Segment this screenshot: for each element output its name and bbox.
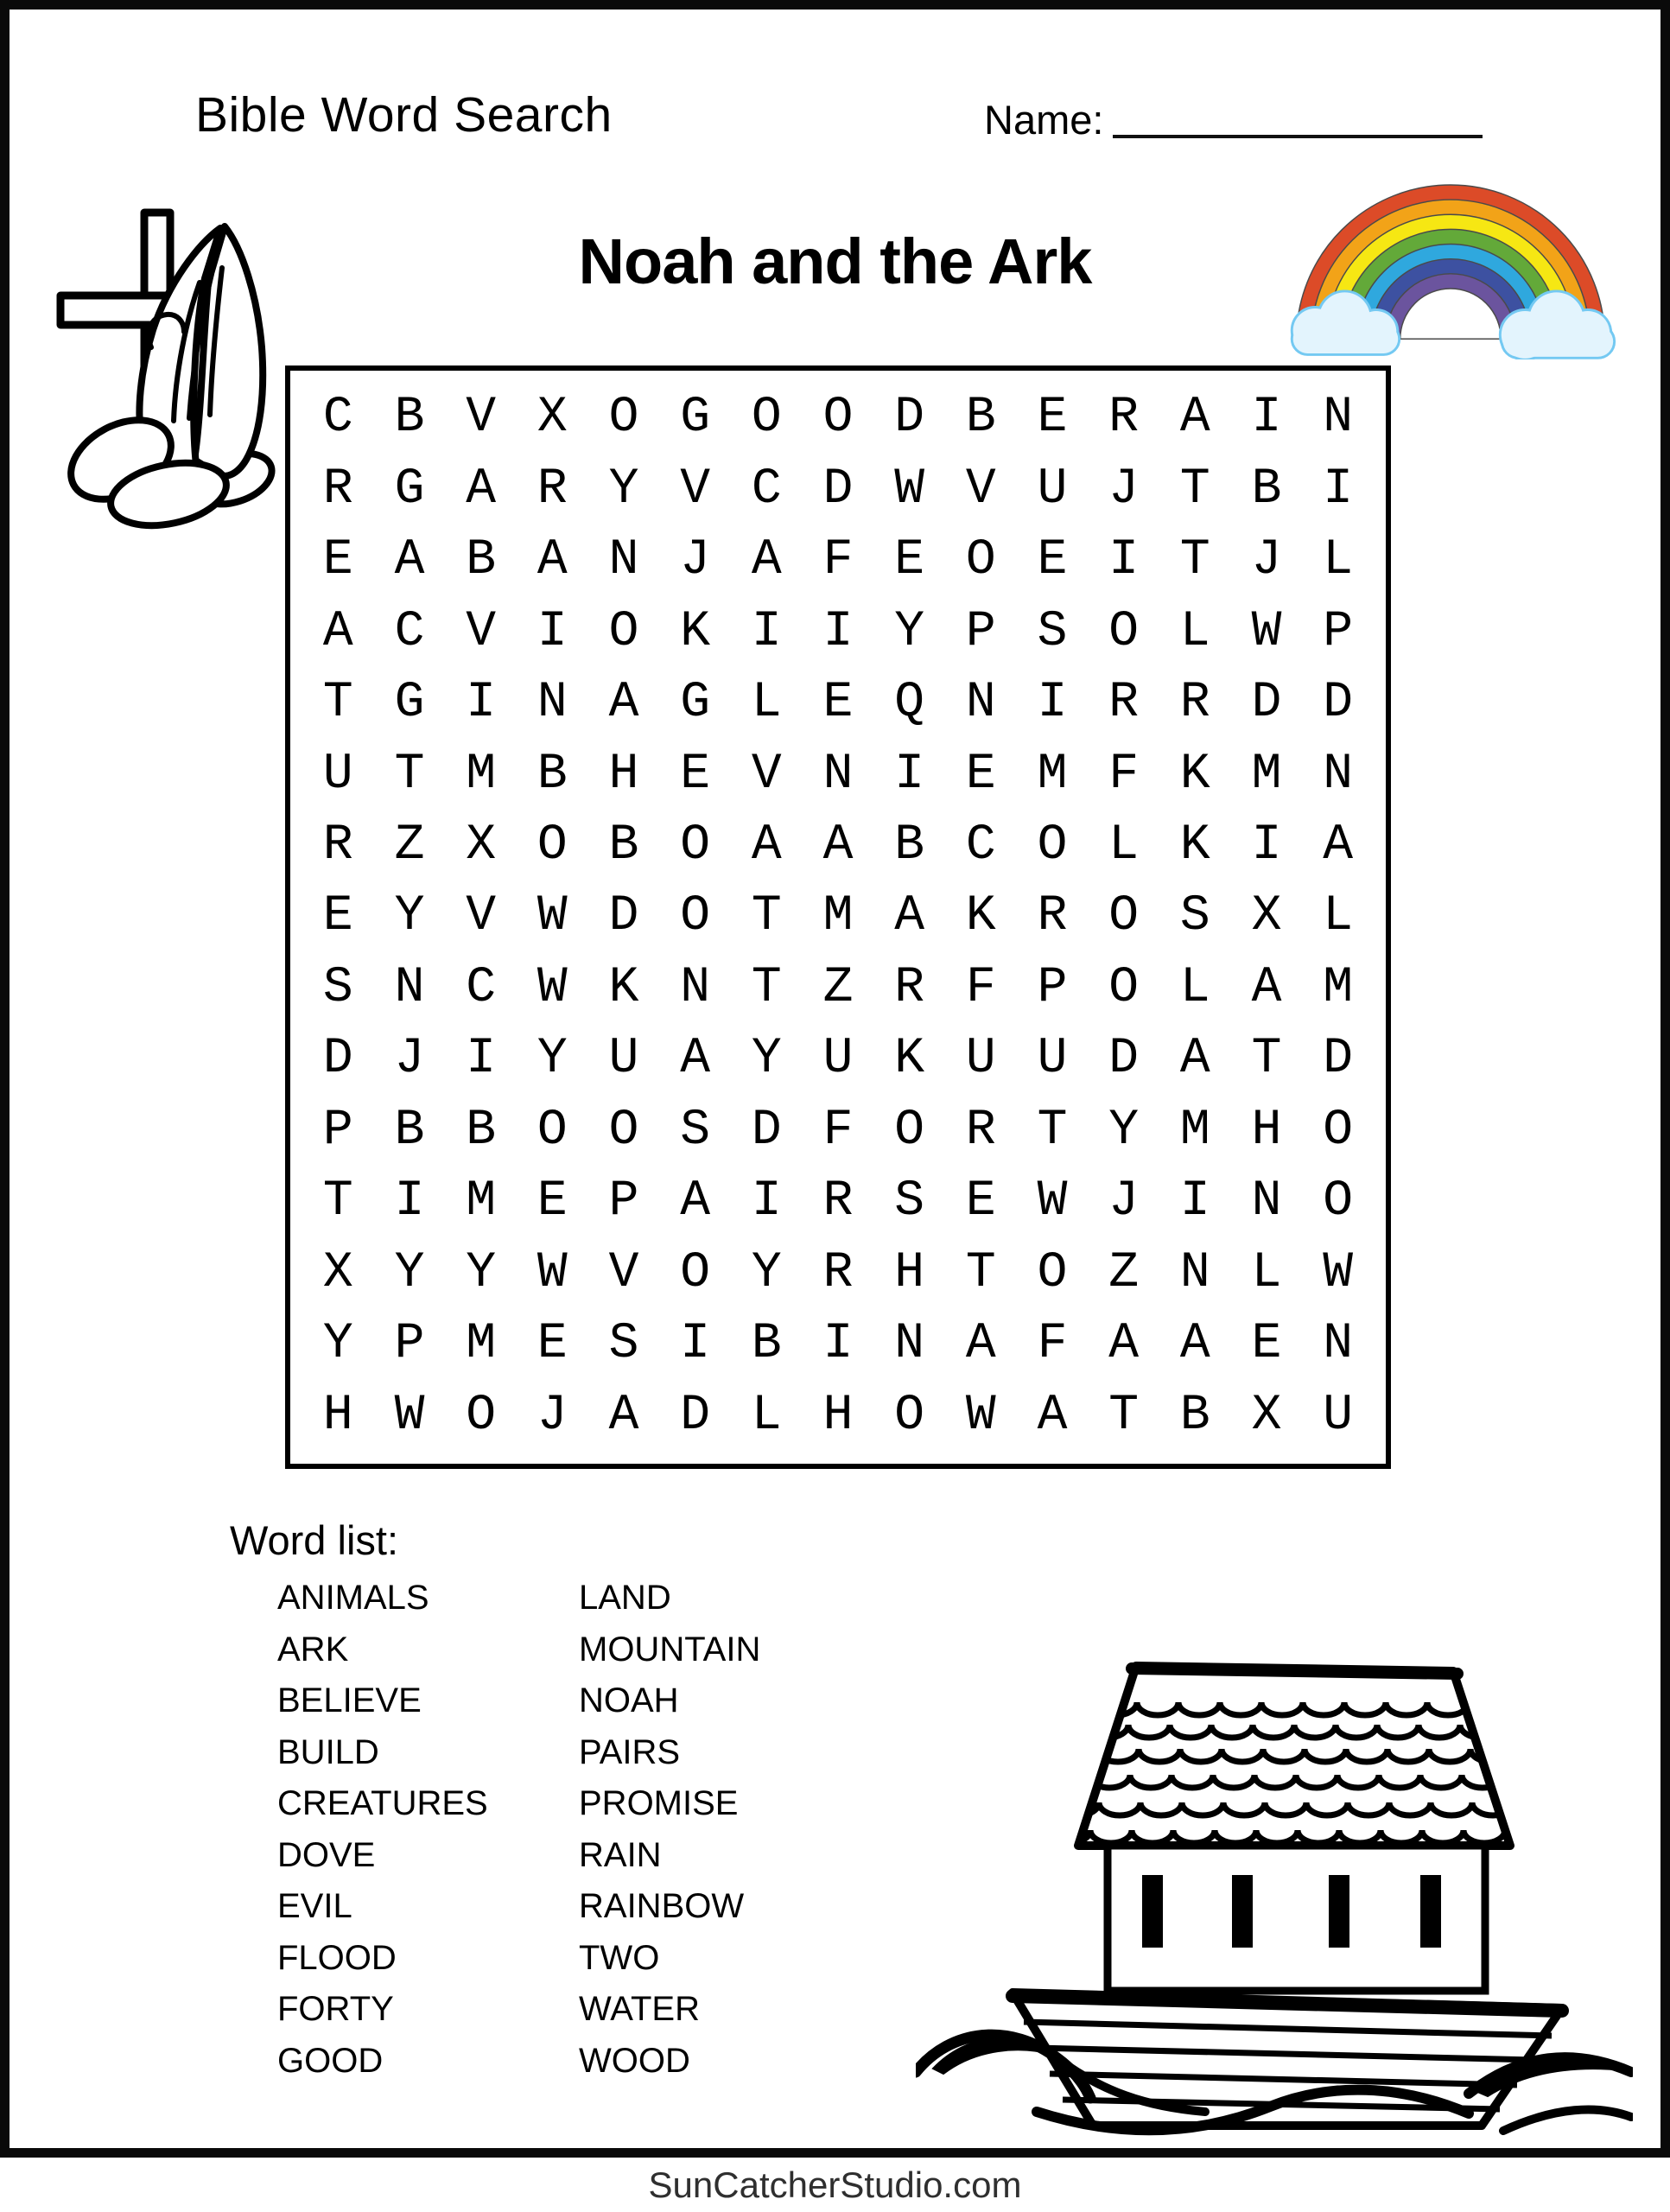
grid-cell[interactable]: E <box>322 532 353 589</box>
grid-cell[interactable]: D <box>1323 1031 1354 1088</box>
grid-cell[interactable]: T <box>1037 1102 1068 1159</box>
grid-cell[interactable]: C <box>322 390 353 447</box>
word-list-item: CREATURES <box>277 1784 488 1822</box>
grid-cell[interactable]: T <box>1179 532 1210 589</box>
grid-cell[interactable]: A <box>1037 1387 1068 1444</box>
name-label: Name: <box>984 97 1104 143</box>
grid-cell[interactable]: M <box>822 888 854 945</box>
grid-cell[interactable]: Y <box>894 603 925 660</box>
grid-cell[interactable]: C <box>466 959 497 1016</box>
grid-cell[interactable]: O <box>537 1102 568 1159</box>
grid-cell[interactable]: V <box>466 888 497 945</box>
grid-cell[interactable]: M <box>466 746 497 803</box>
grid-cell[interactable]: K <box>1179 746 1210 803</box>
roof-ridge <box>1132 1669 1457 1674</box>
word-list-item: WOOD <box>579 2041 690 2080</box>
grid-cell[interactable]: A <box>322 603 353 660</box>
grid-cell[interactable]: L <box>1179 959 1210 1016</box>
grid-cell[interactable]: J <box>394 1031 425 1088</box>
grid-cell[interactable]: M <box>1179 1102 1210 1159</box>
grid-cell[interactable]: E <box>1037 532 1068 589</box>
grid-cell[interactable]: T <box>965 1244 996 1301</box>
grid-cell[interactable]: O <box>1323 1173 1354 1230</box>
grid-cell[interactable]: Y <box>466 1244 497 1301</box>
grid-cell[interactable]: O <box>1037 1244 1068 1301</box>
word-list-item: RAINBOW <box>579 1887 745 1925</box>
grid-cell[interactable]: V <box>608 1244 639 1301</box>
grid-cell[interactable]: A <box>894 888 925 945</box>
grid-cell[interactable]: F <box>965 959 996 1016</box>
grid-cell[interactable]: P <box>322 1102 353 1159</box>
word-list-item: RAIN <box>579 1835 662 1874</box>
grid-cell[interactable]: N <box>608 532 639 589</box>
grid-cell[interactable]: F <box>1037 1316 1068 1373</box>
word-list-column-2 <box>579 1573 873 2087</box>
grid-cell[interactable]: U <box>822 1031 854 1088</box>
word-list-item: LAND <box>579 1579 671 1617</box>
noahs-ark-icon <box>916 1623 1633 2141</box>
grid-cell[interactable]: E <box>822 675 854 732</box>
grid-cell[interactable]: B <box>537 746 568 803</box>
grid-cell[interactable]: O <box>1108 959 1140 1016</box>
grid-cell[interactable]: M <box>1251 746 1282 803</box>
grid-cell[interactable]: D <box>1251 675 1282 732</box>
grid-cell[interactable]: S <box>608 1316 639 1373</box>
grid-cell[interactable]: B <box>466 1102 497 1159</box>
grid-cell[interactable]: H <box>822 1387 854 1444</box>
grid-cell[interactable]: D <box>608 888 639 945</box>
grid-cell[interactable]: O <box>894 1102 925 1159</box>
grid-cell[interactable]: W <box>1037 1173 1068 1230</box>
grid-cell[interactable]: J <box>1251 532 1282 589</box>
grid-cell[interactable]: N <box>1323 746 1354 803</box>
grid-cell[interactable]: A <box>1179 390 1210 447</box>
grid-cell[interactable]: Z <box>394 817 425 874</box>
grid-cell[interactable]: S <box>1179 888 1210 945</box>
grid-cell[interactable]: R <box>822 1173 854 1230</box>
grid-cell[interactable]: N <box>1323 390 1354 447</box>
word-list-item: ARK <box>277 1630 349 1669</box>
grid-cell[interactable]: G <box>394 461 425 518</box>
grid-cell[interactable]: A <box>1323 817 1354 874</box>
grid-cell[interactable]: V <box>965 461 996 518</box>
grid-cell[interactable]: D <box>1108 1031 1140 1088</box>
grid-cell[interactable]: V <box>466 603 497 660</box>
grid-cell[interactable]: L <box>1323 532 1354 589</box>
grid-cell[interactable]: P <box>394 1316 425 1373</box>
word-list-item: DOVE <box>277 1835 376 1874</box>
rainbow-icon <box>1281 173 1620 359</box>
grid-cell[interactable]: H <box>322 1387 353 1444</box>
grid-cell[interactable]: A <box>965 1316 996 1373</box>
grid-cell[interactable]: C <box>965 817 996 874</box>
grid-cell[interactable]: O <box>894 1387 925 1444</box>
grid-cell[interactable]: B <box>394 1102 425 1159</box>
grid-cell[interactable]: B <box>965 390 996 447</box>
grid-cell[interactable]: T <box>1251 1031 1282 1088</box>
word-list-item: PAIRS <box>579 1732 681 1771</box>
grid-cell[interactable]: R <box>322 461 353 518</box>
word-list-item: GOOD <box>277 2041 384 2080</box>
grid-cell[interactable]: H <box>894 1244 925 1301</box>
word-list-label: Word list: <box>230 1517 398 1563</box>
footer-site-credit: SunCatcherStudio.com <box>648 2164 1022 2205</box>
page-title: Bible Word Search <box>195 87 613 143</box>
grid-cell[interactable]: T <box>322 675 353 732</box>
grid-cell[interactable]: W <box>537 1244 568 1301</box>
grid-cell[interactable]: N <box>1323 1316 1354 1373</box>
grid-cell[interactable]: E <box>965 746 996 803</box>
grid-cell[interactable]: R <box>1108 675 1140 732</box>
grid-cell[interactable]: P <box>1037 959 1068 1016</box>
grid-cell[interactable]: N <box>394 959 425 1016</box>
grid-cell[interactable]: B <box>1251 461 1282 518</box>
grid-cell[interactable]: O <box>1037 817 1068 874</box>
grid-cell[interactable]: L <box>1251 1244 1282 1301</box>
grid-cell[interactable]: E <box>680 746 711 803</box>
grid-cell[interactable]: G <box>394 675 425 732</box>
grid-cell[interactable]: A <box>1179 1031 1210 1088</box>
grid-cell[interactable]: M <box>1037 746 1068 803</box>
grid-cell[interactable]: Y <box>322 1316 353 1373</box>
word-list-item: TWO <box>579 1938 660 1977</box>
grid-cell[interactable]: F <box>1108 746 1140 803</box>
word-list-item: BELIEVE <box>277 1681 422 1719</box>
word-list-item: ANIMALS <box>277 1579 429 1617</box>
grid-cell[interactable]: R <box>1179 675 1210 732</box>
grid-cell[interactable]: H <box>1251 1102 1282 1159</box>
grid-cell[interactable]: V <box>680 461 711 518</box>
grid-cell[interactable]: Q <box>894 675 925 732</box>
grid-cell[interactable]: I <box>394 1173 425 1230</box>
grid-cell[interactable]: I <box>894 746 925 803</box>
word-list-item: EVIL <box>277 1887 352 1925</box>
grid-cell[interactable]: K <box>680 603 711 660</box>
grid-cell[interactable]: A <box>1179 1316 1210 1373</box>
grid-cell[interactable]: B <box>1179 1387 1210 1444</box>
grid-cell[interactable]: R <box>822 1244 854 1301</box>
grid-cell[interactable]: N <box>965 675 996 732</box>
grid-cell[interactable]: O <box>608 390 639 447</box>
name-input-line[interactable] <box>1113 135 1483 138</box>
grid-cell[interactable]: O <box>751 390 782 447</box>
grid-cell[interactable]: X <box>1251 1387 1282 1444</box>
grid-cell[interactable]: O <box>680 888 711 945</box>
grid-cell[interactable]: L <box>751 675 782 732</box>
grid-cell[interactable]: I <box>1108 532 1140 589</box>
grid-cell[interactable]: E <box>894 532 925 589</box>
grid-cell[interactable]: U <box>608 1031 639 1088</box>
grid-cell[interactable]: F <box>822 532 854 589</box>
grid-cell[interactable]: V <box>466 390 497 447</box>
grid-cell[interactable]: W <box>537 888 568 945</box>
word-list-item: WATER <box>579 1990 700 2028</box>
grid-cell[interactable]: N <box>680 959 711 1016</box>
grid-cell[interactable]: K <box>965 888 996 945</box>
grid-cell[interactable]: I <box>1251 390 1282 447</box>
grid-cell[interactable]: O <box>608 1102 639 1159</box>
grid-cell[interactable]: T <box>322 1173 353 1230</box>
grid-cell[interactable]: X <box>322 1244 353 1301</box>
grid-cell[interactable]: O <box>680 817 711 874</box>
grid-cell[interactable]: I <box>751 603 782 660</box>
grid-cell[interactable]: I <box>751 1173 782 1230</box>
grid-cell[interactable]: Y <box>751 1244 782 1301</box>
grid-cell[interactable]: A <box>822 817 854 874</box>
grid-cell[interactable]: Y <box>751 1031 782 1088</box>
grid-cell[interactable]: R <box>1037 888 1068 945</box>
grid-cell[interactable]: L <box>751 1387 782 1444</box>
grid-cell[interactable]: W <box>1323 1244 1354 1301</box>
grid-cell[interactable]: P <box>1323 603 1354 660</box>
grid-cell[interactable]: J <box>1108 461 1140 518</box>
grid-cell[interactable]: J <box>1108 1173 1140 1230</box>
grid-cell[interactable]: A <box>680 1173 711 1230</box>
grid-cell[interactable]: E <box>1251 1316 1282 1373</box>
grid-cell[interactable]: O <box>822 390 854 447</box>
grid-cell[interactable]: E <box>537 1173 568 1230</box>
grid-cell[interactable]: U <box>1037 461 1068 518</box>
grid-cell[interactable]: J <box>537 1387 568 1444</box>
grid-cell[interactable]: M <box>1323 959 1354 1016</box>
grid-cell[interactable]: A <box>537 532 568 589</box>
grid-cell[interactable]: T <box>751 888 782 945</box>
grid-cell[interactable]: E <box>322 888 353 945</box>
word-list-item: FLOOD <box>277 1938 397 1977</box>
grid-cell[interactable]: K <box>1179 817 1210 874</box>
grid-cell[interactable]: N <box>1179 1244 1210 1301</box>
grid-cell[interactable]: I <box>537 603 568 660</box>
word-list-item: NOAH <box>579 1681 679 1719</box>
grid-cell[interactable]: B <box>466 532 497 589</box>
grid-cell[interactable]: O <box>537 817 568 874</box>
word-list-column-1 <box>277 1573 571 2087</box>
grid-cell[interactable]: F <box>822 1102 854 1159</box>
grid-cell[interactable]: H <box>608 746 639 803</box>
grid-cell[interactable]: A <box>608 675 639 732</box>
grid-cell[interactable]: Y <box>537 1031 568 1088</box>
grid-cell[interactable]: I <box>1179 1173 1210 1230</box>
grid-cell[interactable]: W <box>537 959 568 1016</box>
grid-cell[interactable]: D <box>322 1031 353 1088</box>
grid-cell[interactable]: N <box>822 746 854 803</box>
grid-cell[interactable]: A <box>680 1031 711 1088</box>
grid-cell[interactable]: K <box>608 959 639 1016</box>
grid-cell[interactable]: O <box>1108 888 1140 945</box>
grid-cell[interactable]: I <box>466 1031 497 1088</box>
grid-cell[interactable]: T <box>751 959 782 1016</box>
grid-cell[interactable]: E <box>1037 390 1068 447</box>
grid-cell[interactable]: R <box>322 817 353 874</box>
grid-cell[interactable]: L <box>1179 603 1210 660</box>
grid-cell[interactable]: O <box>965 532 996 589</box>
grid-cell[interactable]: N <box>1251 1173 1282 1230</box>
grid-cell[interactable]: W <box>1251 603 1282 660</box>
grid-cell[interactable]: A <box>608 1387 639 1444</box>
grid-cell[interactable]: D <box>1323 675 1354 732</box>
grid-cell[interactable]: A <box>1108 1316 1140 1373</box>
grid-cell[interactable]: B <box>394 390 425 447</box>
grid-cell[interactable]: I <box>1323 461 1354 518</box>
grid-cell[interactable]: I <box>822 603 854 660</box>
grid-cell[interactable]: G <box>680 390 711 447</box>
grid-cell[interactable]: L <box>1323 888 1354 945</box>
grid-cell[interactable]: E <box>537 1316 568 1373</box>
grid-cell[interactable]: I <box>1037 675 1068 732</box>
grid-cell[interactable]: C <box>751 461 782 518</box>
grid-cell[interactable]: Y <box>394 888 425 945</box>
word-list-item: PROMISE <box>579 1784 739 1822</box>
word-list-item: FORTY <box>277 1990 394 2028</box>
grid-cell[interactable]: T <box>1108 1387 1140 1444</box>
grid-cell[interactable]: D <box>751 1102 782 1159</box>
grid-cell[interactable]: C <box>394 603 425 660</box>
grid-cell[interactable]: P <box>608 1173 639 1230</box>
grid-cell[interactable]: D <box>822 461 854 518</box>
grid-cell[interactable]: E <box>965 1173 996 1230</box>
grid-cell[interactable]: A <box>751 532 782 589</box>
word-list-item: BUILD <box>277 1732 379 1771</box>
grid-cell[interactable]: L <box>1108 817 1140 874</box>
grid-cell[interactable]: R <box>537 461 568 518</box>
grid-cell[interactable]: I <box>822 1316 854 1373</box>
grid-cell[interactable]: P <box>965 603 996 660</box>
grid-cell[interactable]: X <box>537 390 568 447</box>
grid-cell[interactable]: W <box>394 1387 425 1444</box>
grid-cell[interactable]: M <box>466 1173 497 1230</box>
grid-cell[interactable]: M <box>466 1316 497 1373</box>
grid-cell[interactable]: I <box>680 1316 711 1373</box>
word-list-item: MOUNTAIN <box>579 1630 761 1669</box>
puzzle-title: Noah and the Ark <box>578 226 1092 297</box>
grid-cell[interactable]: Z <box>822 959 854 1016</box>
grid-cell[interactable]: U <box>965 1031 996 1088</box>
grid-cell[interactable]: N <box>894 1316 925 1373</box>
grid-cell[interactable]: V <box>751 746 782 803</box>
grid-cell[interactable]: O <box>1108 603 1140 660</box>
grid-cell[interactable]: K <box>894 1031 925 1088</box>
grid-cell[interactable]: A <box>751 817 782 874</box>
grid-cell[interactable]: U <box>1323 1387 1354 1444</box>
grid-cell[interactable]: I <box>1251 817 1282 874</box>
grid-cell[interactable]: A <box>394 532 425 589</box>
grid-cell[interactable]: O <box>608 603 639 660</box>
grid-cell[interactable]: X <box>1251 888 1282 945</box>
grid-cell[interactable]: A <box>466 461 497 518</box>
grid-cell[interactable]: S <box>680 1102 711 1159</box>
grid-cell[interactable]: N <box>537 675 568 732</box>
grid-cell[interactable]: R <box>965 1102 996 1159</box>
grid-cell[interactable]: G <box>680 675 711 732</box>
grid-cell[interactable]: I <box>466 675 497 732</box>
grid-cell[interactable]: O <box>466 1387 497 1444</box>
grid-cell[interactable]: Z <box>1108 1244 1140 1301</box>
grid-cell[interactable]: T <box>394 746 425 803</box>
grid-cell[interactable]: W <box>894 461 925 518</box>
grid-cell[interactable]: B <box>608 817 639 874</box>
grid-cell[interactable]: U <box>322 746 353 803</box>
grid-cell[interactable]: S <box>322 959 353 1016</box>
grid-cell[interactable]: O <box>1323 1102 1354 1159</box>
grid-cell[interactable]: D <box>894 390 925 447</box>
grid-cell[interactable]: O <box>680 1244 711 1301</box>
grid-cell[interactable]: R <box>894 959 925 1016</box>
grid-cell[interactable]: W <box>965 1387 996 1444</box>
grid-cell[interactable]: U <box>1037 1031 1068 1088</box>
grid-cell[interactable]: D <box>680 1387 711 1444</box>
word-search-grid[interactable] <box>285 365 1391 1469</box>
grid-cell[interactable]: J <box>680 532 711 589</box>
grid-cell[interactable]: X <box>466 817 497 874</box>
grid-cell[interactable]: A <box>1251 959 1282 1016</box>
grid-cell[interactable]: Y <box>1108 1102 1140 1159</box>
grid-cell[interactable]: R <box>1108 390 1140 447</box>
grid-cell[interactable]: Y <box>394 1244 425 1301</box>
grid-cell[interactable]: T <box>1179 461 1210 518</box>
grid-cell[interactable]: Y <box>608 461 639 518</box>
grid-cell[interactable]: B <box>751 1316 782 1373</box>
grid-cell[interactable]: B <box>894 817 925 874</box>
grid-cell[interactable]: S <box>894 1173 925 1230</box>
grid-cell[interactable]: S <box>1037 603 1068 660</box>
